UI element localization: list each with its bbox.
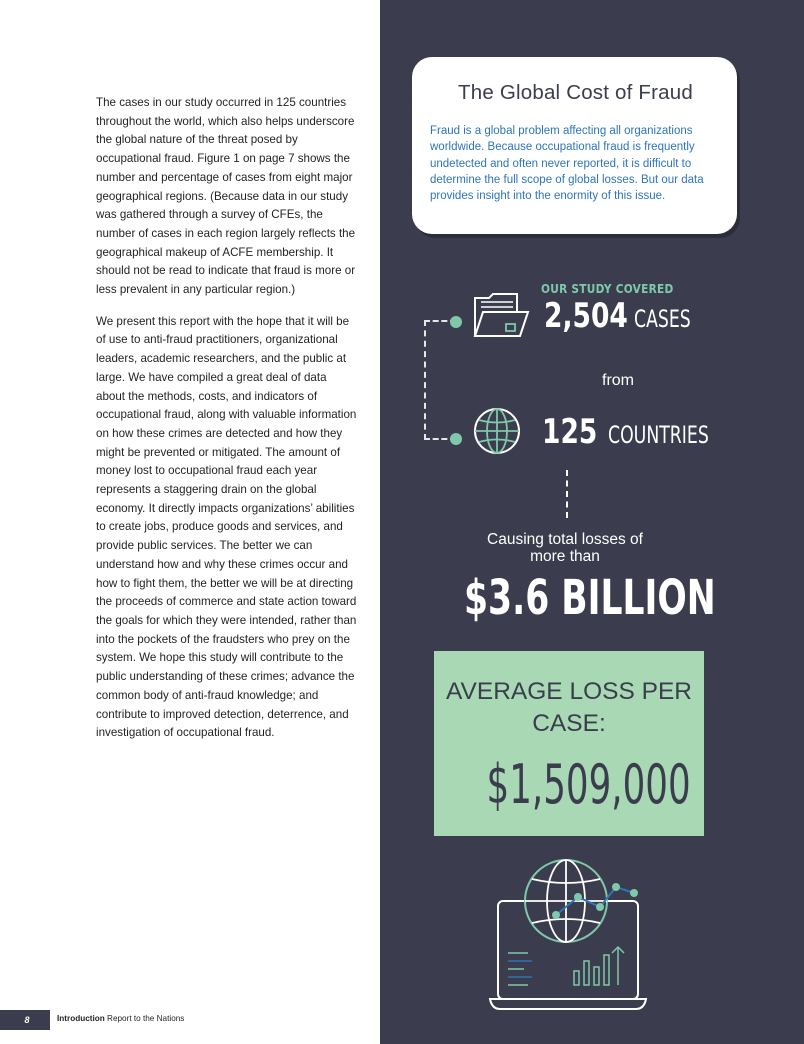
footer-section: Introduction [57, 1014, 105, 1023]
dashed-divider [566, 470, 568, 518]
study-covered-label: OUR STUDY COVERED [541, 282, 674, 296]
countries-stat [542, 412, 748, 452]
countries-number: 125 [542, 412, 598, 452]
connector-dot-top [450, 316, 462, 328]
losses-text: Causing total losses of more than [487, 531, 643, 565]
infographic-panel [380, 0, 804, 1044]
laptop-globe-chart-icon [488, 855, 648, 1015]
footer-publication: Report to the Nations [107, 1014, 185, 1023]
footer-text [57, 1014, 184, 1023]
body-text [96, 94, 358, 756]
average-loss-label: AVERAGE LOSS PER CASE: [446, 678, 692, 737]
globe-icon [472, 406, 522, 456]
cases-number: 2,504 [544, 296, 628, 336]
page-footer [0, 1010, 380, 1030]
losses-value: $3.6 BILLION [464, 570, 716, 626]
body-paragraph-1: The cases in our study occurred in 125 countries throughout the world, which also helps underscore the global nature of the threat posed by occupational fraud. Figure 1 on page 7 shows the number and percentage of cases from eight major geographical regions. (Because data in our study was gathered through a survey of CFEs, the number of cases in each region largely reflects the geographical makeup of ACFE membership. It should not be read to indicate that fraud is more or less prevalent in any particular region.) [96, 96, 356, 297]
card-title: The Global Cost of Fraud [458, 81, 693, 104]
global-cost-card [412, 57, 737, 234]
page-number: 8 [0, 1010, 50, 1030]
cases-stat [544, 296, 712, 336]
cases-word: CASES [633, 305, 691, 333]
card-body: Fraud is a global problem affecting all organizations worldwide. Because occupational fraud is frequently undetected and often never reported, it is difficult to determine the full scope of global losses. But our data provides insight into the enormity of this issue. [430, 125, 704, 203]
average-loss-box [434, 651, 704, 836]
from-text: from [602, 372, 634, 389]
body-paragraph-2: We present this report with the hope that it will be of use to anti-fraud practitioners, organizational leaders, academic researchers, and the public at large. We have compiled a great deal of data about the methods, costs, and indicators of occupational fraud, along with valuable information on how these crimes are detected and how they might be prevented or mitigated. The amount of money lost to occupational fraud each year represents a staggering drain on the global economy. It directly impacts organizations’ abilities to create jobs, produce goods and services, and provide public services. The better we can understand how and why these crimes occur and how to fight them, the better we will be at directing the proceeds of commerce and state action toward the goals for which they were intended, rather than into the pockets of the fraudsters who prey on the system. We hope this study will contribute to the public understanding of these crimes; advance the common body of anti-fraud knowledge; and contribute to improved detection, deterrence, and investigation of occupational fraud. [96, 314, 357, 740]
dashed-connector [424, 320, 456, 440]
average-loss-value: $1,509,000 [486, 753, 691, 816]
folder-icon [472, 292, 534, 344]
connector-dot-bottom [450, 433, 462, 445]
countries-word: COUNTRIES [607, 421, 709, 449]
